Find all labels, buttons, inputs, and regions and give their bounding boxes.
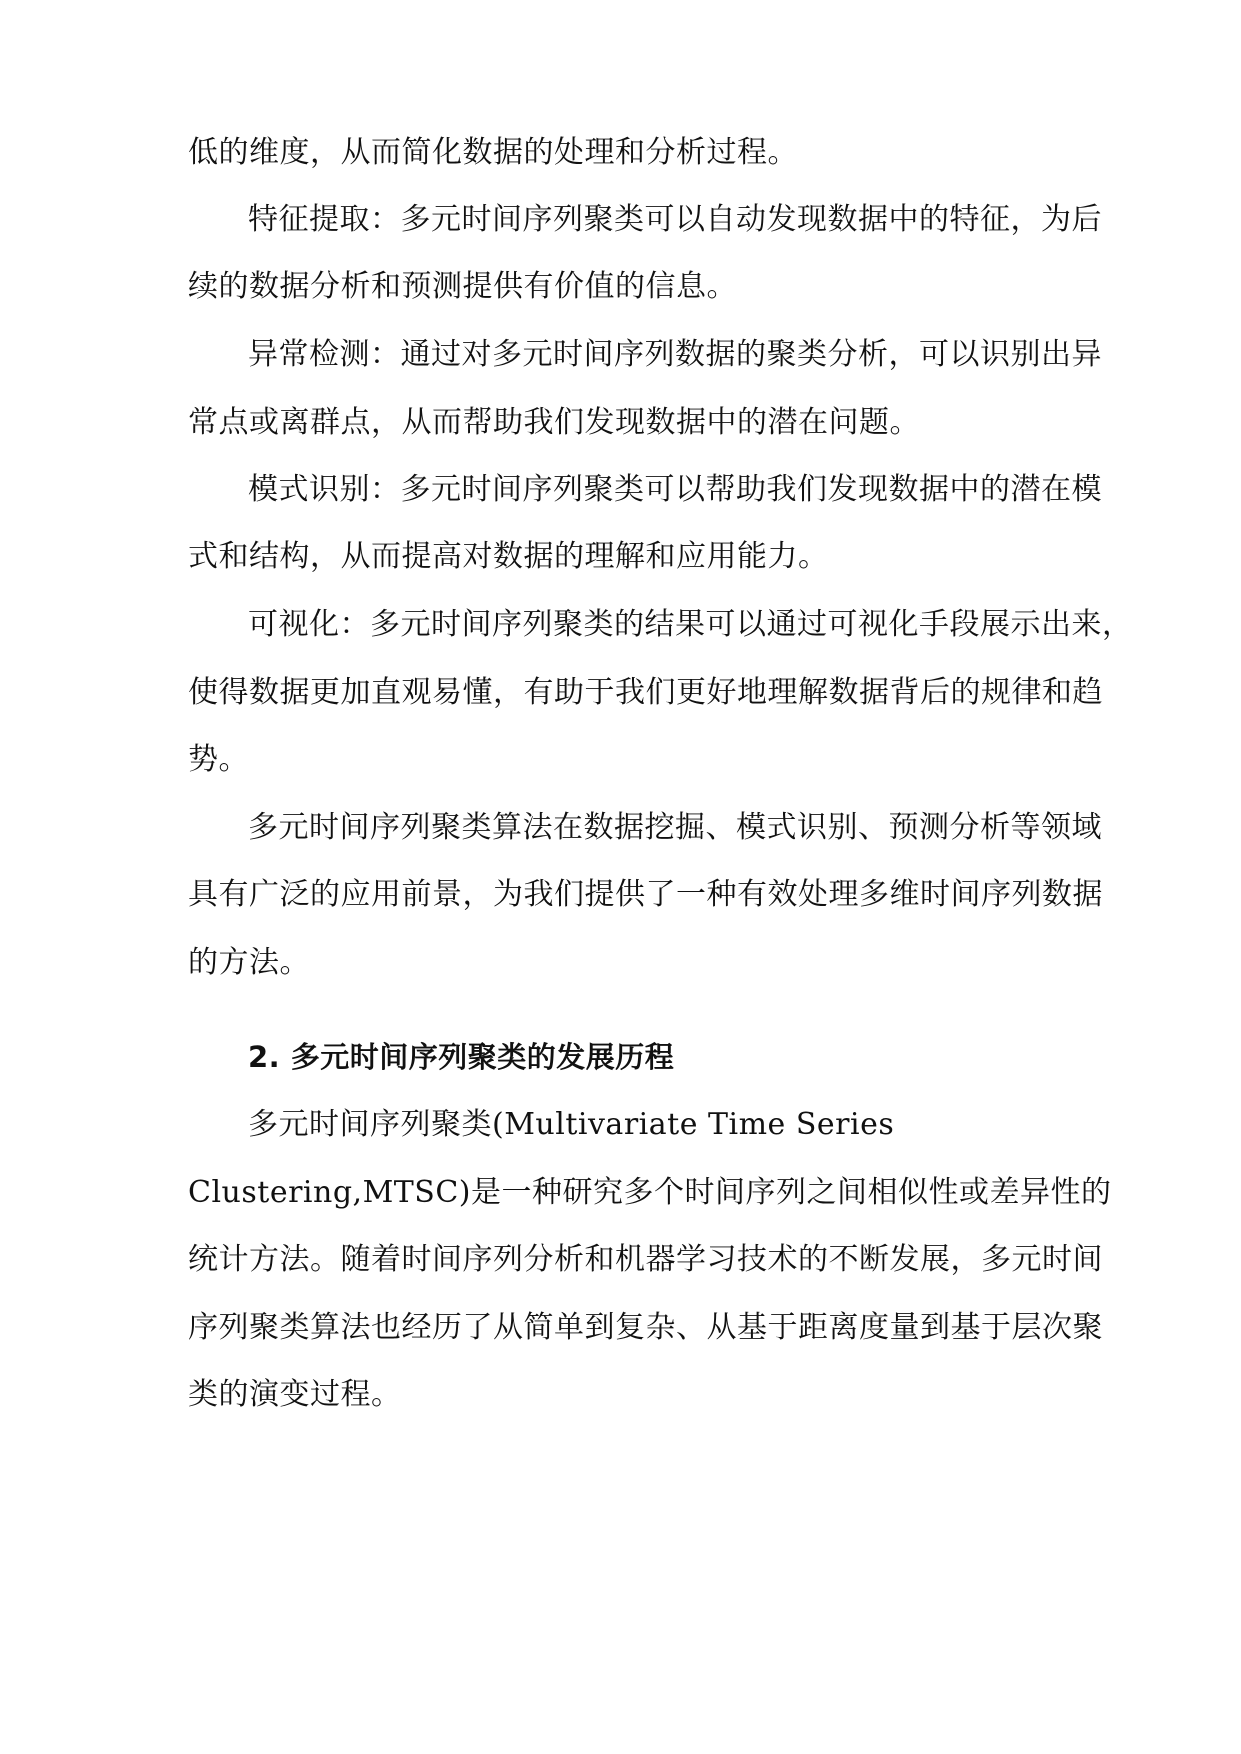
pattern-recognition-line-2: 式和结构，从而提高对数据的理解和应用能力。 [188, 539, 829, 574]
feature-extraction-line-2: 续的数据分析和预测提供有价值的信息。 [188, 269, 737, 304]
summary-line-2: 具有广泛的应用前景，为我们提供了一种有效处理多维时间序列数据 [188, 877, 1103, 912]
pattern-recognition-line-1: 模式识别：多元时间序列聚类可以帮助我们发现数据中的潜在模 [248, 472, 1102, 507]
anomaly-detection-line-1: 异常检测：通过对多元时间序列数据的聚类分析，可以识别出异 [248, 337, 1102, 372]
history-line-2: Clustering,MTSC)是一种研究多个时间序列之间相似性或差异性的 [188, 1175, 1112, 1210]
feature-extraction-line-1: 特征提取：多元时间序列聚类可以自动发现数据中的特征，为后 [248, 202, 1102, 237]
history-line-1: 多元时间序列聚类(Multivariate Time Series [248, 1107, 895, 1142]
paragraph-end-line-1: 低的维度，从而简化数据的处理和分析过程。 [188, 135, 798, 170]
summary-line-3: 的方法。 [188, 945, 310, 980]
section-heading: 2. 多元时间序列聚类的发展历程 [248, 1040, 675, 1074]
summary-line-1: 多元时间序列聚类算法在数据挖掘、模式识别、预测分析等领域 [248, 810, 1102, 845]
history-line-5: 类的演变过程。 [188, 1377, 402, 1412]
history-line-4: 序列聚类算法也经历了从简单到复杂、从基于距离度量到基于层次聚 [188, 1310, 1103, 1345]
visualization-line-2: 使得数据更加直观易懂，有助于我们更好地理解数据背后的规律和趋 [188, 675, 1103, 710]
visualization-line-3: 势。 [188, 742, 249, 777]
history-line-3: 统计方法。随着时间序列分析和机器学习技术的不断发展，多元时间 [188, 1242, 1103, 1277]
anomaly-detection-line-2: 常点或离群点，从而帮助我们发现数据中的潜在问题。 [188, 405, 920, 440]
visualization-line-1: 可视化：多元时间序列聚类的结果可以通过可视化手段展示出来， [248, 607, 1133, 642]
